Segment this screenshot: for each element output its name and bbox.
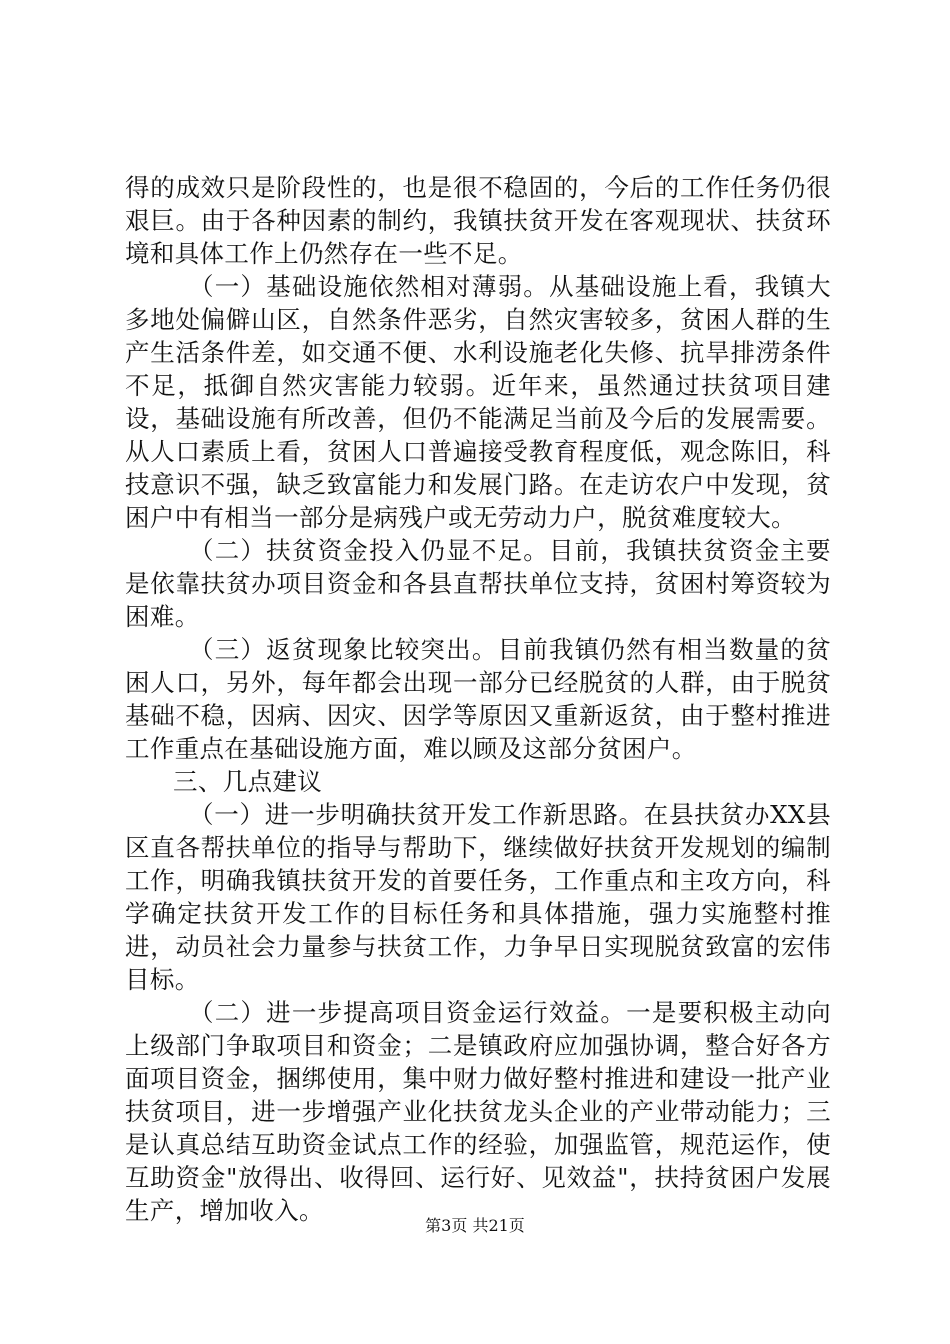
section-heading-suggestions: 三、几点建议 bbox=[173, 767, 323, 796]
paragraph-fund-efficiency: （二）进一步提高项目资金运行效益。一是要积极主动向上级部门争取项目和资金；二是镇政府应加强协调，整合好各方面项目资金，捆绑使用，集中财力做好整村推进和建设一批产业扶贫项目，进一步增强产业化扶贫龙头企业的产业带动能力；三是认真总结互助资金试点工作的经验，加强监管，规范运作，使互助资金"放得出、收得回、运行好、见效益"，扶持贫困户发展生产，增加收入。 bbox=[125, 998, 831, 1225]
page-number-footer: 第3页 共21页 bbox=[425, 1216, 525, 1235]
paragraph-new-approach: （一）进一步明确扶贫开发工作新思路。在县扶贫办XX县区直各帮扶单位的指导与帮助下，继续做好扶贫开发规划的编制工作，明确我镇扶贫开发的首要任务，工作重点和主攻方向，科学确定扶贫开发工作的目标任务和具体措施，强力实施整村推进，动员社会力量参与扶贫工作，力争早日实现脱贫致富的宏伟目标。 bbox=[125, 800, 831, 994]
paragraph-funding: （二）扶贫资金投入仍显不足。目前，我镇扶贫资金主要是依靠扶贫办项目资金和各县直帮扶单位支持，贫困村筹资较为困难。 bbox=[125, 536, 831, 631]
paragraph-infrastructure: （一）基础设施依然相对薄弱。从基础设施上看，我镇大多地处偏僻山区，自然条件恶劣，自然灾害较多，贫困人群的生产生活条件差，如交通不便、水利设施老化失修、抗旱排涝条件不足，抵御自然灾害能力较弱。近年来，虽然通过扶贫项目建设，基础设施有所改善，但仍不能满足当前及今后的发展需要。从人口素质上看，贫困人口普遍接受教育程度低，观念陈旧，科技意识不强，缺乏致富能力和发展门路。在走访农户中发现，贫困户中有相当一部分是病残户或无劳动力户，脱贫难度较大。 bbox=[125, 272, 831, 532]
document-body bbox=[125, 171, 831, 1227]
paragraph-continuation: 得的成效只是阶段性的，也是很不稳固的，今后的工作任务仍很艰巨。由于各种因素的制约，我镇扶贫开发在客观现状、扶贫环境和具体工作上仍然存在一些不足。 bbox=[125, 173, 831, 268]
paragraph-poverty-return: （三）返贫现象比较突出。目前我镇仍然有相当数量的贫困人口，另外，每年都会出现一部分已经脱贫的人群，由于脱贫基础不稳，因病、因灾、因学等原因又重新返贫，由于整村推进工作重点在基础设施方面，难以顾及这部分贫困户。 bbox=[125, 635, 831, 763]
